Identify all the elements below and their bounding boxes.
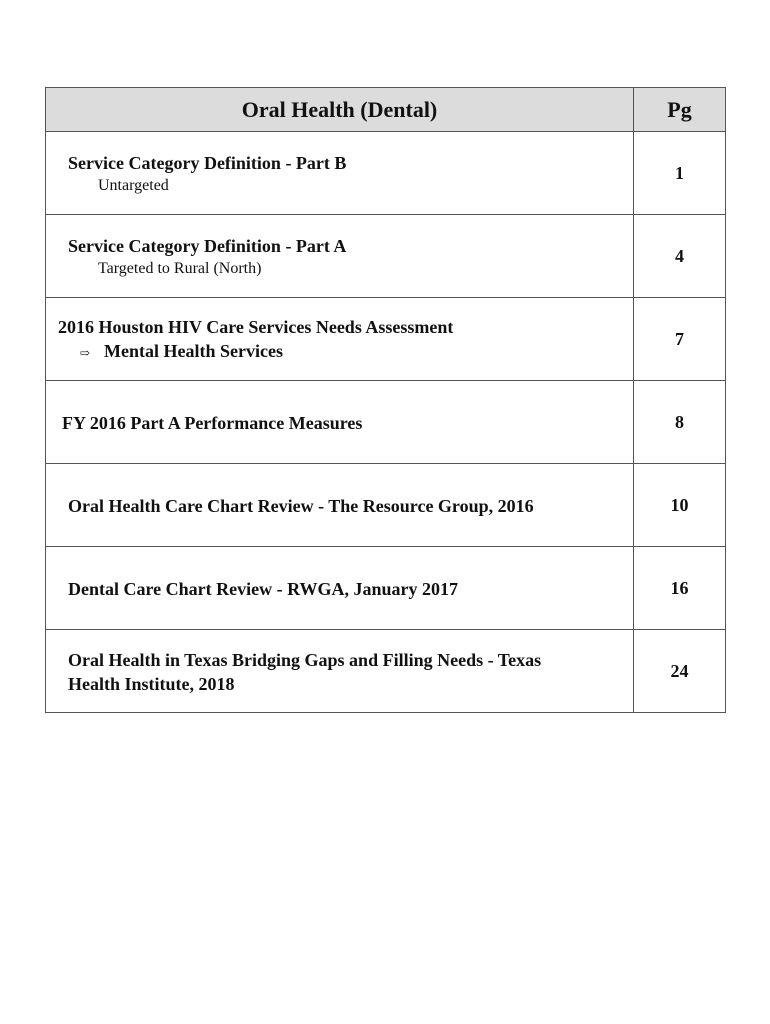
entry-title: Service Category Definition - Part A xyxy=(68,236,347,256)
table-row xyxy=(46,215,726,298)
entry-title-line-2: Health Institute, 2018 xyxy=(68,674,235,694)
table-row xyxy=(46,630,726,713)
table-row xyxy=(46,381,726,464)
page-number: 16 xyxy=(634,547,726,630)
entry-title: 2016 Houston HIV Care Services Needs Assessment xyxy=(58,317,454,337)
page-number: 4 xyxy=(634,215,726,298)
table-row xyxy=(46,298,726,381)
table-row xyxy=(46,132,726,215)
entry-title: Dental Care Chart Review - RWGA, January 2017 xyxy=(68,579,458,599)
page-number: 7 xyxy=(634,298,726,381)
entry-cell xyxy=(46,547,634,630)
entry-cell xyxy=(46,464,634,547)
entry-title-line-1: Oral Health in Texas Bridging Gaps and Filling Needs - Texas xyxy=(68,650,542,670)
entry-cell xyxy=(46,215,634,298)
page-number: 10 xyxy=(634,464,726,547)
page-number: 8 xyxy=(634,381,726,464)
entry-subtitle: Untargeted xyxy=(98,177,169,194)
entry-title: Service Category Definition - Part B xyxy=(68,153,347,173)
table-row xyxy=(46,547,726,630)
entry-subtitle: Targeted to Rural (North) xyxy=(98,260,262,277)
table-row xyxy=(46,464,726,547)
section-title: Oral Health (Dental) xyxy=(46,88,634,132)
entry-title: Oral Health Care Chart Review - The Resource Group, 2016 xyxy=(68,496,534,516)
entry-cell xyxy=(46,381,634,464)
entry-subtitle: Mental Health Services xyxy=(104,341,283,361)
entry-bullet-item xyxy=(58,339,633,365)
entry-title: FY 2016 Part A Performance Measures xyxy=(62,413,363,433)
entry-cell xyxy=(46,298,634,381)
page-number: 24 xyxy=(634,630,726,713)
header-row xyxy=(46,88,726,132)
arrow-right-icon: ⇨ xyxy=(80,346,91,360)
page-column-header: Pg xyxy=(634,88,726,132)
entry-cell xyxy=(46,132,634,215)
page-number: 1 xyxy=(634,132,726,215)
entry-cell xyxy=(46,630,634,713)
contents-table xyxy=(45,87,726,713)
